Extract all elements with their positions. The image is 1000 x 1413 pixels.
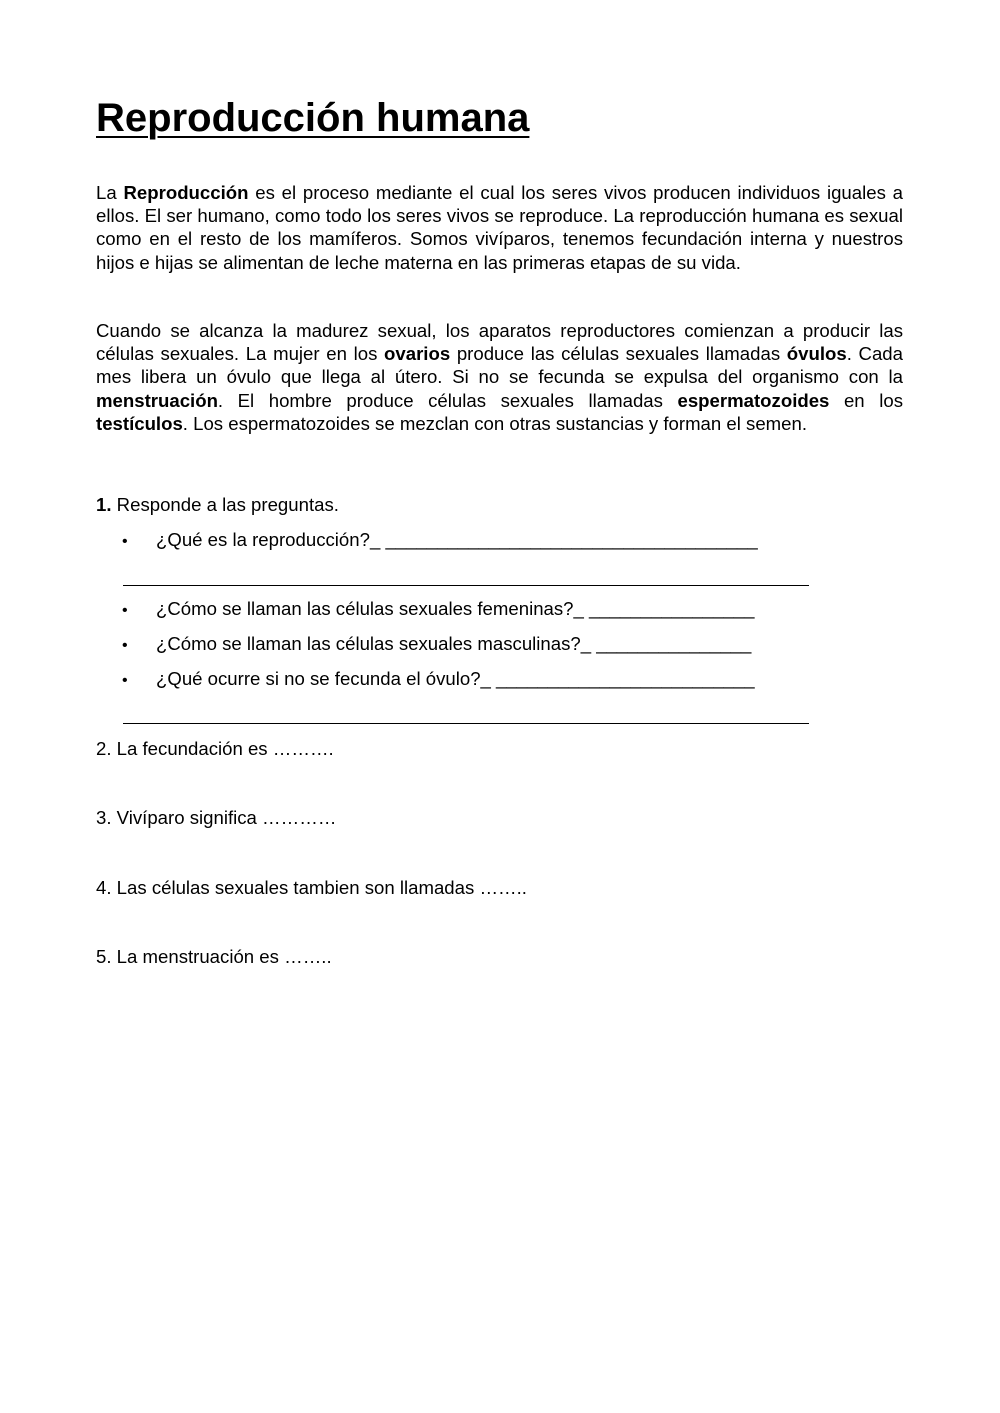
intro-paragraph xyxy=(96,181,903,274)
sexual-cells-paragraph xyxy=(96,319,903,435)
bullet-icon: • xyxy=(122,533,128,550)
text: Cuando se alcanza la madurez sexual, los aparatos reproductores comienzan a producir las células sexuales. La mujer en los xyxy=(96,320,903,365)
term-espermatozoides: espermatozoides xyxy=(677,389,830,411)
question-1-item[interactable] xyxy=(122,667,755,692)
question-1-item[interactable] xyxy=(122,597,755,622)
text: es el proceso mediante el cual los seres vivos producen individuos iguales a ellos. El ser humano, como todo los seres vivos se reproduce. La reproducción humana es sexual como en el resto de los mamíferos. Somos vivíparos, tenemos fecundación interna y nuestros hijos e hijas se alimentan de leche materna en las primeras etapas de su vida. xyxy=(96,182,903,273)
bullet-icon: • xyxy=(122,637,128,654)
question-1-item[interactable] xyxy=(122,632,751,657)
question-1-item-text: ¿Cómo se llaman las células sexuales masculinas?_ _______________ xyxy=(156,633,752,654)
term-ovulos: óvulos xyxy=(786,343,847,365)
text: . Cada mes libera un óvulo que llega al útero. Si no se fecunda se expulsa del organismo con la xyxy=(96,343,903,388)
question-2[interactable]: 2. La fecundación es ………. xyxy=(96,738,334,759)
answer-line[interactable] xyxy=(123,723,809,724)
answer-line[interactable] xyxy=(123,585,809,586)
page-title: Reproducción humana xyxy=(96,96,530,140)
bullet-icon: • xyxy=(122,672,128,689)
question-3[interactable]: 3. Vivíparo significa ………… xyxy=(96,807,337,828)
term-testiculos: testículos xyxy=(96,412,183,434)
text: La xyxy=(96,182,124,203)
question-1-item-text: ¿Cómo se llaman las células sexuales femeninas?_ ________________ xyxy=(156,598,755,619)
question-1-heading xyxy=(96,493,339,516)
bullet-icon: • xyxy=(122,602,128,619)
text: produce las células sexuales llamadas xyxy=(450,343,787,365)
question-1-item-text: ¿Qué es la reproducción?_ ____________________________________ xyxy=(156,529,758,550)
text: en los xyxy=(829,389,903,411)
text: . El hombre produce células sexuales llamadas xyxy=(217,389,678,411)
text: . Los espermatozoides se mezclan con otras sustancias y forman el semen. xyxy=(182,412,808,434)
question-number: 1. xyxy=(96,494,112,515)
question-1-item[interactable] xyxy=(122,528,758,553)
question-1-item-text: ¿Qué ocurre si no se fecunda el óvulo?_ _________________________ xyxy=(156,668,755,689)
term-menstruacion: menstruación xyxy=(96,389,218,411)
question-4[interactable]: 4. Las células sexuales tambien son llamadas …….. xyxy=(96,877,527,898)
term-ovarios: ovarios xyxy=(384,343,451,365)
question-text: Responde a las preguntas. xyxy=(111,494,339,515)
question-5[interactable]: 5. La menstruación es …….. xyxy=(96,946,332,967)
term-reproduccion: Reproducción xyxy=(123,182,249,203)
